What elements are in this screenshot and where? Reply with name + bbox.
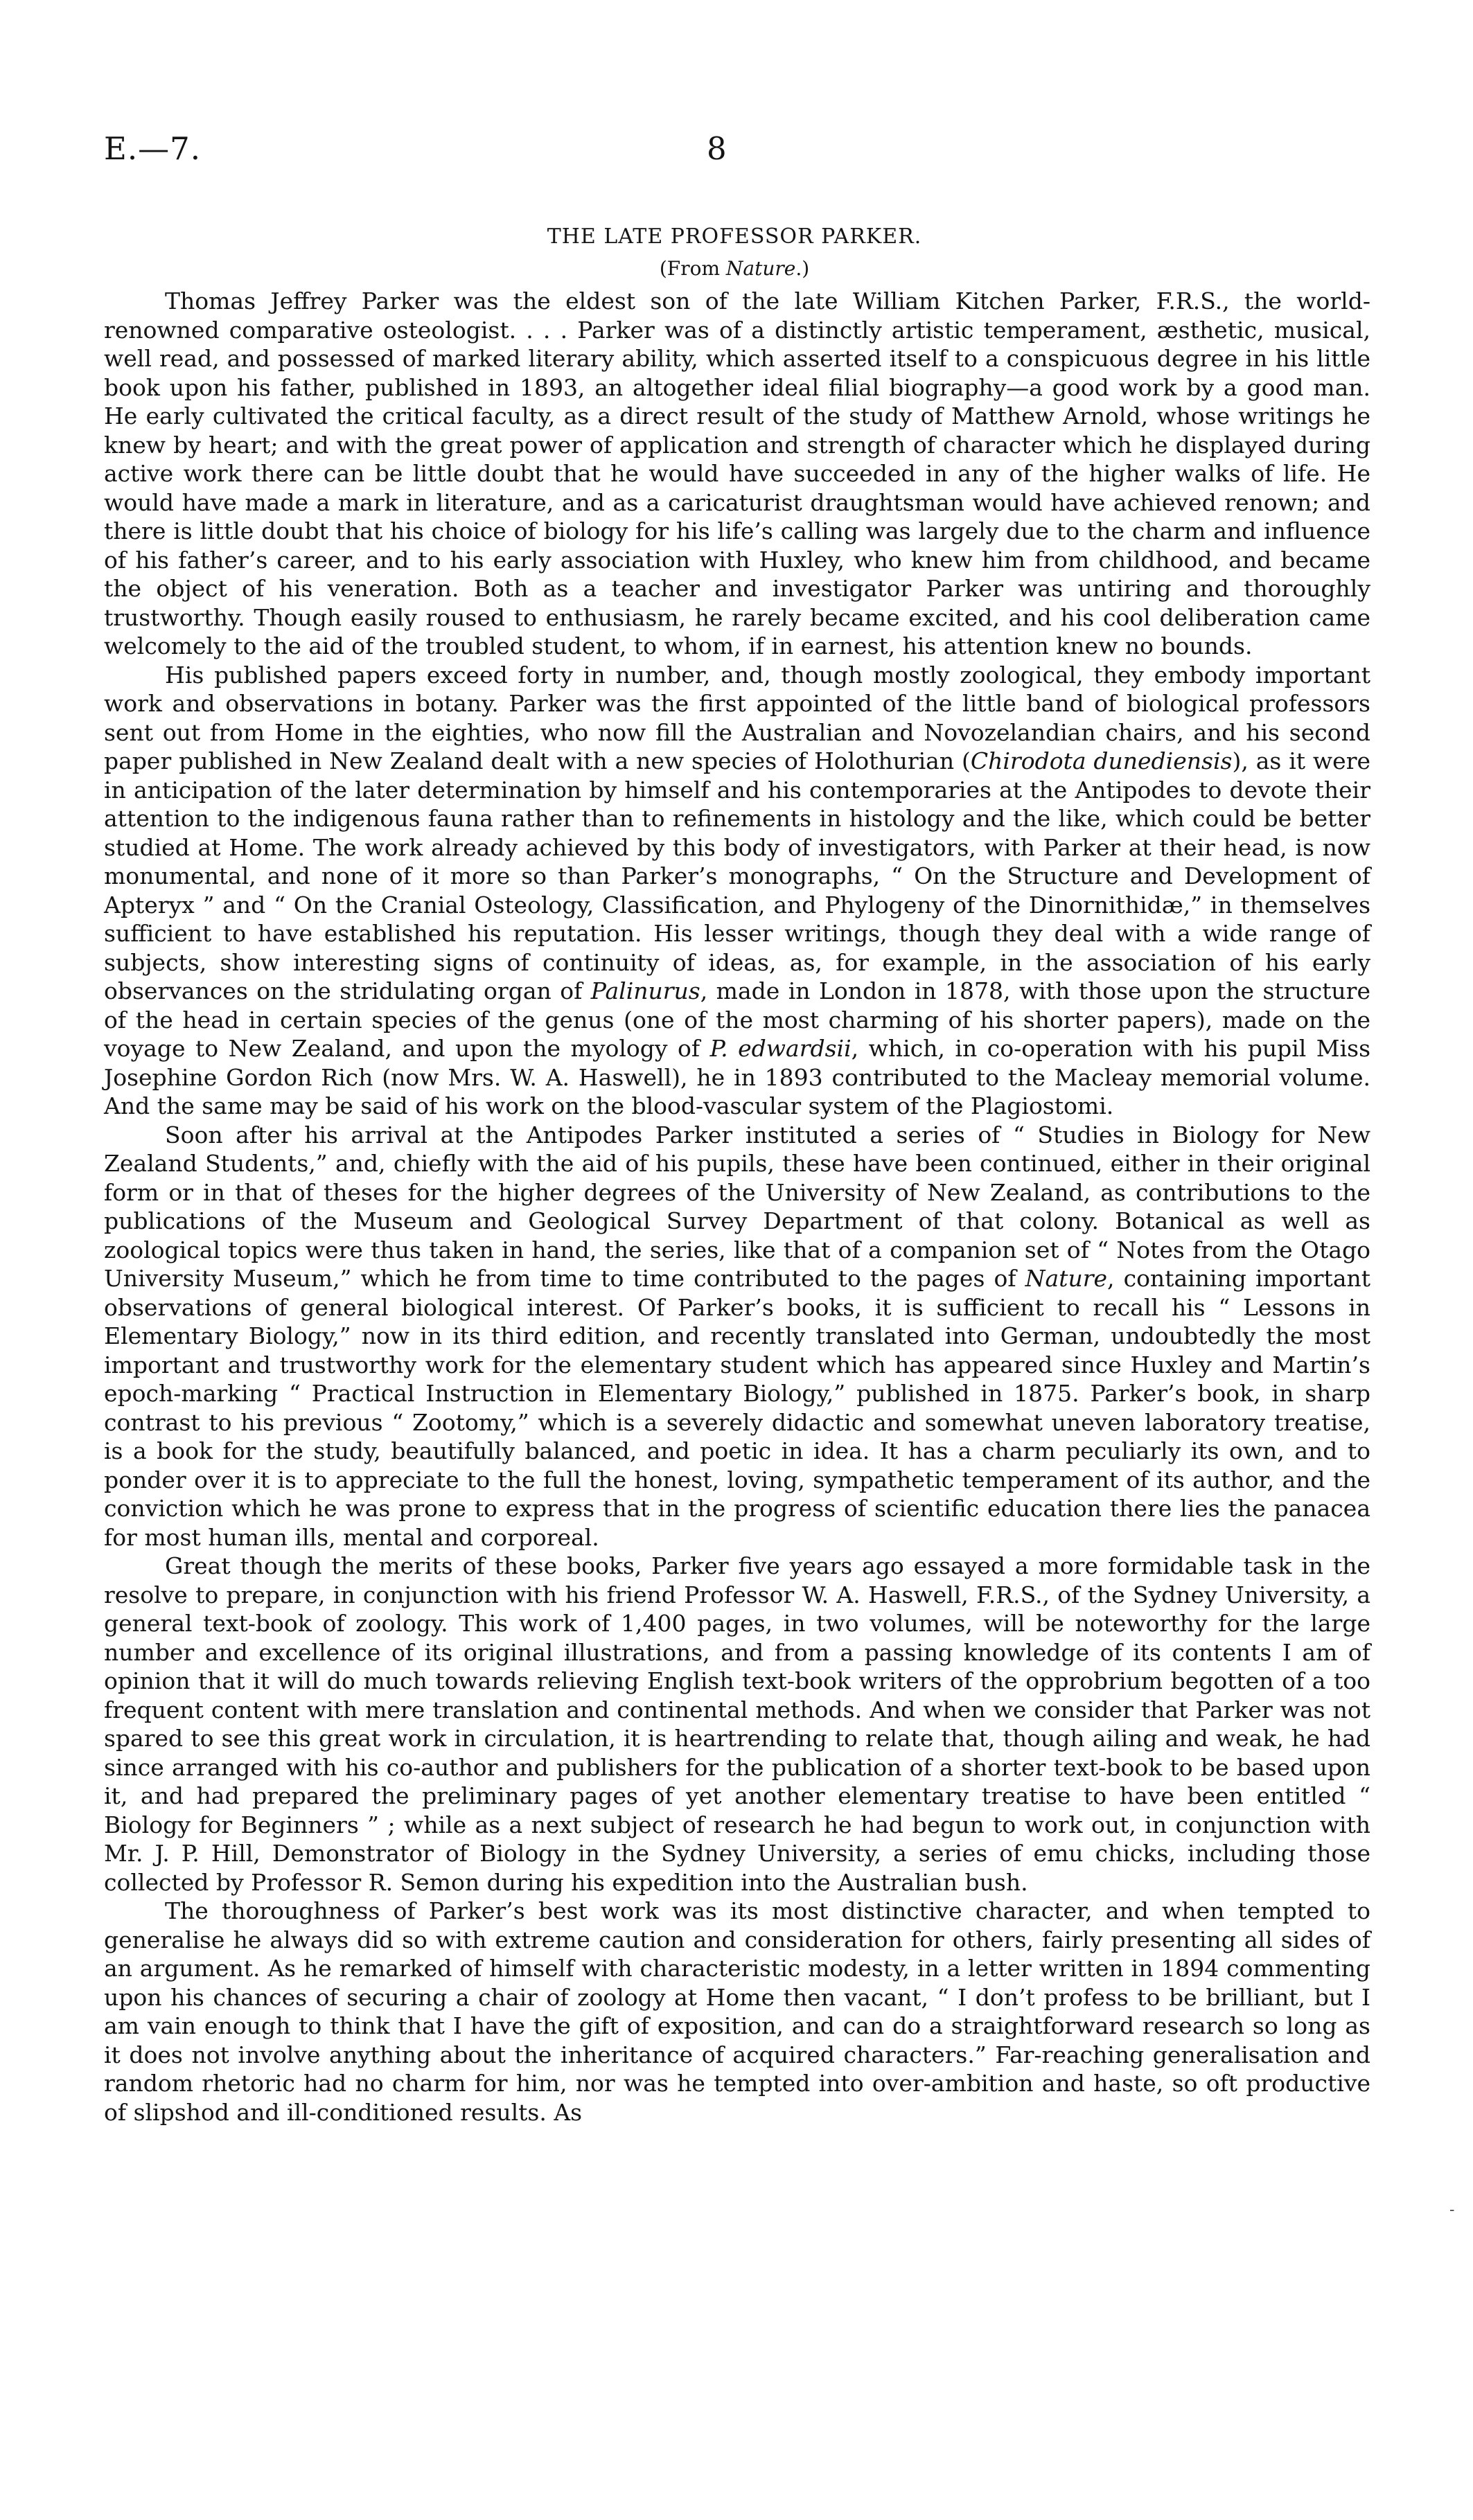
paragraph	[104, 661, 1370, 1121]
text-run: The thoroughness of Parker’s best work was its most distinctive character, and when tempted to generalise he always did so with extreme caution and consideration for others, fairly presenting all sides of an argument. As he remarked of himself with characteristic modesty, in a letter written in 1894 commenting upon his chances of securing a chair of zoology at Home then vacant, “ I don’t profess to be brilliant, but I am vain enough to think that I have the gift of exposition, and can do a straightforward research so long as it does not involve anything about the inheritance of acquired characters.” Far-reaching generalisation and random rhetoric had no charm for him, nor was he tempted into over-ambition and haste, so oft productive of slipshod and ill-conditioned results. As	[104, 1897, 1370, 2126]
paragraph	[104, 1121, 1370, 1552]
italic-text: Nature	[1025, 1265, 1108, 1292]
article-body	[104, 287, 1370, 2127]
article-source	[104, 254, 1365, 284]
paragraph	[104, 287, 1370, 661]
text-run: Thomas Jeffrey Parker was the eldest son of the late William Kitchen Parker, F.R.S., the world-renowned comparative osteologist. . . . Parker was of a distinctly artistic temperament, æsthetic, musical, well read, and possessed of marked literary ability, which asserted itself to a conspicuous degree in his little book upon his father, published in 1893, an altogether ideal filial biography—a good work by a good man. He early cultivated the critical faculty, as a direct result of the study of Matthew Arnold, whose writings he knew by heart; and with the great power of application and strength of character which he displayed during active work there can be little doubt that he would have succeeded in any of the higher walks of life. He would have made a mark in literature, and as a caricaturist draughtsman would have achieved renown; and there is little doubt that his choice of biology for his life’s calling was largely due to the charm and influence of his father’s career, and to his early association with Huxley, who knew him from childhood, and became the object of his veneration. Both as a teacher and investigator Parker was untiring and thoroughly trustworthy. Though easily roused to enthusiasm, he rarely became excited, and his cool deliberation came welcomely to the aid of the troubled student, to whom, if in earnest, his attention knew no bounds.	[104, 287, 1370, 659]
text-run: His published papers exceed forty in number, and, though mostly zoological, they embody important work and observations in botany. Parker was the first appointed of the little band of biological professors sent out from Home in the eighties, who now fill the Australian and Novozelandian chairs, and his second paper published in New Zealand dealt with a new species of Holothurian (	[104, 661, 1370, 774]
paragraph	[104, 1897, 1370, 2127]
text-run: , which, in co-operation with his pupil Miss Josephine Gordon Rich (now Mrs. W. A. Haswell), he in 1893 contributed to the Macleay memorial volume. And the same may be said of his work on the blood-vascular system of the Plagiostomi.	[104, 1035, 1371, 1119]
document-reference: E.—7.	[104, 130, 202, 167]
article-heading	[104, 222, 1365, 284]
text-run: , made in London in 1878, with those upon the structure of the head in certain species of the genus (one of the most charming of his shorter papers), made on the voyage to New Zealand, and upon the myology of	[104, 977, 1370, 1062]
text-run: , containing important observations of general biological interest. Of Parker’s books, it is sufficient to recall his “ Lessons in Elementary Biology,” now in its third edition, and recently translated into German, undoubtedly the most important and trustworthy work for the elementary student which has appeared since Huxley and Martin’s epoch-marking “ Practical Instruction in Elementary Biology,” published in 1875. Parker’s book, in sharp contrast to his previous “ Zootomy,” which is a severely didactic and somewhat uneven laboratory treatise, is a book for the study, beautifully balanced, and poetic in idea. It has a charm peculiarly its own, and to ponder over it is to appreciate to the full the honest, loving, sympathetic temperament of its author, and the conviction which he was prone to express that in the progress of scientific education there lies the panacea for most human ills, mental and corporeal.	[104, 1265, 1371, 1551]
text-run: Soon after his arrival at the Antipodes Parker instituted a series of “ Studies in Biology for New Zealand Students,” and, chiefly with the aid of his pupils, these have been continued, either in their original form or in that of theses for the higher degrees of the University of New Zealand, as contributions to the publications of the Museum and Geological Survey Department of that colony. Botanical as well as zoological topics were thus taken in hand, the series, like that of a companion set of “ Notes from the Otago University Museum,” which he from time to time contributed to the pages of	[104, 1121, 1370, 1292]
source-open: (From	[659, 257, 726, 280]
italic-text: Palinurus	[590, 977, 700, 1004]
article-title: THE LATE PROFESSOR PARKER.	[547, 224, 922, 249]
page-number: 8	[707, 130, 727, 167]
italic-text: P. edwardsii	[709, 1035, 852, 1062]
source-name: Nature	[725, 257, 796, 280]
italic-text: Chirodota dunediensis	[970, 747, 1233, 774]
text-run: ), as it were in anticipation of the later determination by himself and his contemporaries at the Antipodes to devote their attention to the indigenous fauna rather than to refinements in histology and the like, which could be better studied at Home. The work already achieved by this body of investigators, with Parker at their head, is now monumental, and none of it more so than Parker’s monographs, “ On the Structure and Development of Apteryx ” and “ On the Cranial Osteology, Classification, and Phylogeny of the Dinornithidæ,” in themselves sufficient to have established his reputation. His lesser writings, though they deal with a wide range of subjects, show interesting signs of continuity of ideas, as, for example, in the association of his early observances on the stridulating organ of	[104, 747, 1370, 1004]
paragraph	[104, 1552, 1370, 1897]
source-close: .)	[795, 257, 810, 280]
margin-mark: ‐	[1449, 2201, 1455, 2219]
text-run: Great though the merits of these books, Parker five years ago essayed a more formidable task in the resolve to prepare, in conjunction with his friend Professor W. A. Haswell, F.R.S., of the Sydney University, a general text-book of zoology. This work of 1,400 pages, in two volumes, will be noteworthy for the large number and excellence of its original illustrations, and from a passing knowledge of its contents I am of opinion that it will do much towards relieving English text-book writers of the opprobrium begotten of a too frequent content with mere translation and continental methods. And when we consider that Parker was not spared to see this great work in circulation, it is heartrending to relate that, though ailing and weak, he had since arranged with his co-author and publishers for the publication of a shorter text-book to be based upon it, and had prepared the preliminary pages of yet another elementary treatise to have been entitled “ Biology for Beginners ” ; while as a next subject of research he had begun to work out, in conjunction with Mr. J. P. Hill, Demonstrator of Biology in the Sydney University, a series of emu chicks, including those collected by Professor R. Semon during his expedition into the Australian bush.	[104, 1552, 1370, 1896]
page-header	[104, 130, 1365, 179]
